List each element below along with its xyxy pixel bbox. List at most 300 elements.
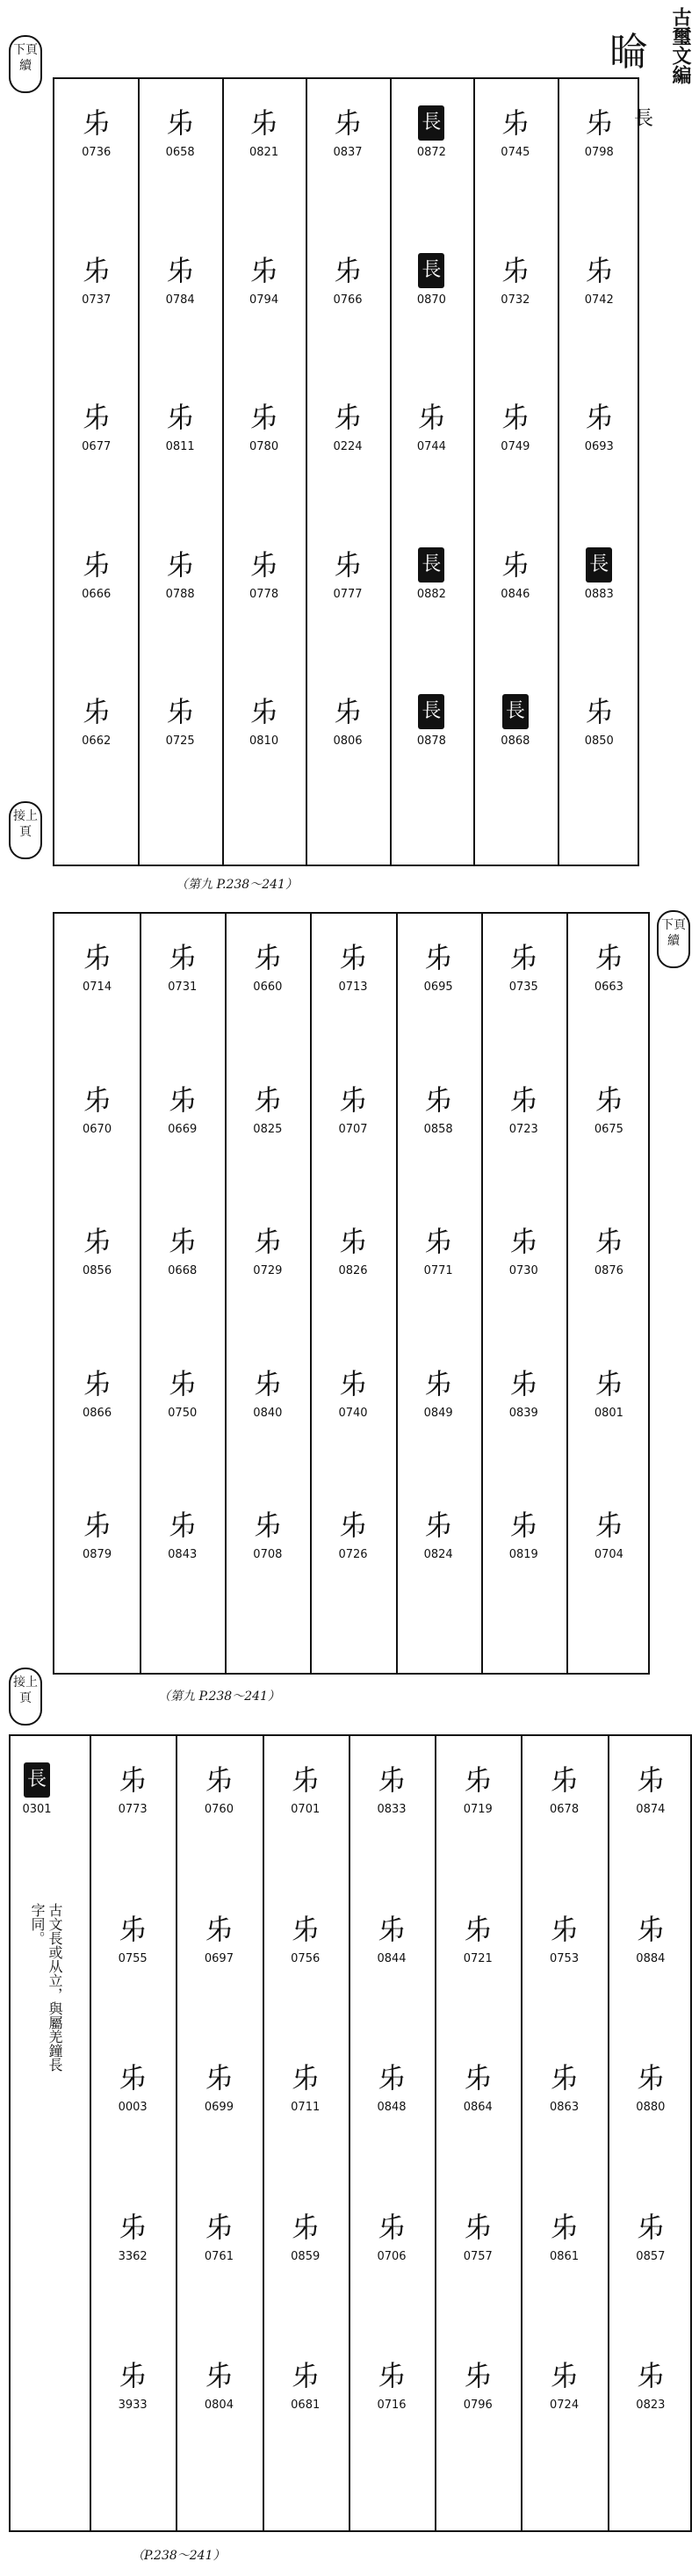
seal-number: 0850 <box>584 734 614 749</box>
seal-entry <box>263 2060 349 2114</box>
seal-glyph-icon: 長 <box>418 547 444 582</box>
seal-entry <box>225 1224 310 1277</box>
seal-glyph-icon: 𠂔 <box>464 2359 493 2393</box>
seal-entry <box>54 1082 140 1136</box>
seal-number: 0670 <box>83 1122 112 1136</box>
seal-entry <box>566 1366 652 1420</box>
seal-entry <box>481 1366 566 1420</box>
seal-glyph-icon: 𠂔 <box>424 1366 453 1400</box>
seal-glyph-icon: 𠂔 <box>82 106 111 140</box>
seal-number: 0757 <box>463 2249 493 2263</box>
seal-entry <box>138 253 221 307</box>
seal-number: 0662 <box>82 734 112 749</box>
seal-number: 0868 <box>501 734 530 749</box>
seal-entry <box>608 2060 694 2114</box>
seal-glyph-icon: 𠂔 <box>377 1912 406 1946</box>
section-3-caption: （P.238～241） <box>132 2549 226 2563</box>
seal-entry <box>473 105 557 159</box>
seal-glyph-icon: 𠂔 <box>550 2210 579 2244</box>
seal-entry <box>396 1508 481 1561</box>
section-2-panel <box>53 912 650 1675</box>
seal-entry <box>396 1366 481 1420</box>
seal-number: 0701 <box>291 1803 321 1816</box>
seal-entry <box>176 1912 262 1965</box>
seal-glyph-icon: 𠂔 <box>377 2210 406 2244</box>
seal-number: 0678 <box>550 1803 580 1816</box>
seal-entry <box>521 1912 607 1965</box>
seal-number: 0742 <box>584 293 614 307</box>
seal-entry <box>481 1082 566 1136</box>
seal-glyph-icon: 𠂔 <box>83 1225 112 1259</box>
seal-entry <box>225 1508 310 1561</box>
seal-entry <box>176 1762 262 1816</box>
seal-entry <box>263 1762 349 1816</box>
seal-number: 0825 <box>253 1122 283 1136</box>
seal-number: 0878 <box>416 734 446 749</box>
seal-glyph-icon: 𠂔 <box>509 1509 538 1543</box>
seal-number: 0666 <box>82 587 112 601</box>
seal-entry <box>473 253 557 307</box>
seal-entry <box>310 1508 395 1561</box>
seal-glyph-icon: 𠂔 <box>83 941 112 974</box>
tab-continued-2: 接上頁 <box>9 1668 42 1726</box>
seal-number: 0740 <box>338 1406 368 1420</box>
seal-number: 0695 <box>423 980 453 994</box>
seal-glyph-icon: 𠂔 <box>83 1082 112 1117</box>
seal-entry <box>306 105 389 159</box>
seal-entry <box>140 1082 225 1136</box>
seal-number: 0798 <box>584 146 614 159</box>
seal-glyph-icon: 長 <box>418 694 444 729</box>
seal-entry <box>90 2210 176 2263</box>
head-gloss: 長 <box>633 108 653 130</box>
seal-entry <box>473 400 557 453</box>
seal-glyph-icon: 𠂔 <box>166 695 195 729</box>
seal-glyph-icon: 𠂔 <box>338 1225 367 1259</box>
seal-number: 0844 <box>377 1951 407 1965</box>
seal-number: 0704 <box>594 1548 623 1562</box>
seal-number: 0858 <box>423 1122 453 1136</box>
seal-number: 0668 <box>168 1264 198 1278</box>
seal-entry <box>566 1508 652 1561</box>
seal-glyph-icon: 𠂔 <box>424 1225 453 1259</box>
seal-glyph-icon: 𠂔 <box>636 2061 665 2095</box>
seal-glyph-icon: 𠂔 <box>253 1509 282 1543</box>
seal-entry <box>140 940 225 994</box>
seal-entry <box>306 253 389 307</box>
seal-number: 3933 <box>118 2399 148 2413</box>
seal-glyph-icon: 𠂔 <box>636 1912 665 1946</box>
seal-entry <box>138 694 221 748</box>
seal-glyph-icon: 𠂔 <box>166 253 195 287</box>
seal-glyph-icon: 𠂔 <box>338 1366 367 1400</box>
seal-entry <box>54 400 138 453</box>
seal-entry <box>90 2060 176 2114</box>
seal-glyph-icon: 𠂔 <box>168 1509 197 1543</box>
seal-glyph-icon: 𠂔 <box>249 547 278 582</box>
section-1-caption: （第九 P.238～241） <box>176 878 298 892</box>
seal-entry <box>263 2358 349 2412</box>
seal-glyph-icon: 𠂔 <box>595 1366 623 1400</box>
tab-next-page-2: 下頁續 <box>657 910 690 968</box>
seal-glyph-icon: 𠂔 <box>501 106 530 140</box>
seal-glyph-icon: 𠂔 <box>417 401 446 435</box>
seal-glyph-icon: 𠂔 <box>249 106 278 140</box>
seal-glyph-icon: 𠂔 <box>550 2061 579 2095</box>
seal-entry <box>608 1762 694 1816</box>
seal-number: 0823 <box>636 2399 666 2413</box>
seal-number: 0826 <box>338 1264 368 1278</box>
seal-entry <box>566 1224 652 1277</box>
seal-number: 0693 <box>584 440 614 454</box>
seal-entry <box>473 694 557 748</box>
seal-glyph-icon: 𠂔 <box>168 1082 197 1117</box>
seal-number: 0866 <box>83 1406 112 1420</box>
seal-entry <box>481 940 566 994</box>
seal-entry <box>396 1224 481 1277</box>
seal-number: 0861 <box>550 2249 580 2263</box>
seal-number: 0663 <box>594 980 623 994</box>
seal-number: 0737 <box>82 293 112 307</box>
seal-glyph-icon: 𠂔 <box>464 1912 493 1946</box>
seal-entry <box>140 1508 225 1561</box>
seal-glyph-icon: 𠂔 <box>333 547 362 582</box>
seal-glyph-icon: 𠂔 <box>338 1509 367 1543</box>
seal-glyph-icon: 𠂔 <box>501 401 530 435</box>
seal-glyph-icon: 𠂔 <box>249 401 278 435</box>
seal-glyph-icon: 長 <box>418 105 444 141</box>
seal-entry <box>11 1762 63 1816</box>
seal-entry <box>90 1912 176 1965</box>
seal-glyph-icon: 𠂔 <box>338 1082 367 1117</box>
seal-number: 0811 <box>165 440 195 454</box>
seal-number: 0707 <box>338 1122 368 1136</box>
seal-glyph-icon: 𠂔 <box>509 1366 538 1400</box>
seal-entry <box>54 547 138 601</box>
seal-glyph-icon: 𠂔 <box>377 2359 406 2393</box>
seal-glyph-icon: 𠂔 <box>119 1763 148 1797</box>
seal-entry <box>390 547 473 601</box>
seal-number: 0744 <box>416 440 446 454</box>
seal-glyph-icon: 𠂔 <box>636 2210 665 2244</box>
seal-number: 0711 <box>291 2101 321 2115</box>
seal-number: 0677 <box>82 440 112 454</box>
seal-entry <box>176 2060 262 2114</box>
seal-number: 0784 <box>165 293 195 307</box>
seal-number: 0846 <box>501 587 530 601</box>
seal-number: 0745 <box>501 146 530 159</box>
seal-glyph-icon: 𠂔 <box>464 2210 493 2244</box>
seal-entry <box>310 1366 395 1420</box>
seal-number: 0840 <box>253 1406 283 1420</box>
seal-glyph-icon: 𠂔 <box>205 2359 234 2393</box>
seal-number: 0801 <box>594 1406 623 1420</box>
seal-entry <box>310 940 395 994</box>
seal-number: 0699 <box>204 2101 234 2115</box>
seal-glyph-icon: 𠂔 <box>509 1225 538 1259</box>
seal-glyph-icon: 𠂔 <box>377 1763 406 1797</box>
seal-number: 0716 <box>377 2399 407 2413</box>
seal-number: 0778 <box>249 587 279 601</box>
seal-entry <box>435 1912 521 1965</box>
seal-entry <box>435 2060 521 2114</box>
seal-entry <box>310 1082 395 1136</box>
seal-number: 0669 <box>168 1122 198 1136</box>
seal-number: 0735 <box>508 980 538 994</box>
seal-entry <box>396 1082 481 1136</box>
seal-glyph-icon: 𠂔 <box>166 547 195 582</box>
seal-entry <box>222 694 306 748</box>
section-3-panel <box>9 1734 692 2532</box>
seal-number: 0864 <box>463 2101 493 2115</box>
seal-glyph-icon: 𠂔 <box>291 2061 320 2095</box>
seal-entry <box>521 2060 607 2114</box>
seal-glyph-icon: 𠂔 <box>333 253 362 287</box>
seal-glyph-icon: 𠂔 <box>83 1366 112 1400</box>
seal-glyph-icon: 𠂔 <box>636 1763 665 1797</box>
seal-number: 0810 <box>249 734 279 749</box>
seal-glyph-icon: 𠂔 <box>424 1082 453 1117</box>
seal-glyph-icon: 𠂔 <box>509 941 538 974</box>
seal-glyph-icon: 𠂔 <box>585 106 614 140</box>
seal-number: 0658 <box>165 146 195 159</box>
seal-entry <box>349 2210 435 2263</box>
seal-number: 0849 <box>423 1406 453 1420</box>
seal-entry <box>435 1762 521 1816</box>
seal-glyph-icon: 𠂔 <box>550 2359 579 2393</box>
seal-glyph-icon: 𠂔 <box>424 941 453 974</box>
seal-entry <box>558 253 641 307</box>
seal-glyph-icon: 𠂔 <box>595 941 623 974</box>
seal-entry <box>310 1224 395 1277</box>
seal-glyph-icon: 𠂔 <box>338 941 367 974</box>
seal-entry <box>566 940 652 994</box>
seal-number: 0876 <box>594 1264 623 1278</box>
seal-entry <box>390 253 473 307</box>
seal-entry <box>349 1912 435 1965</box>
seal-number: 0859 <box>291 2249 321 2263</box>
seal-entry <box>558 400 641 453</box>
seal-entry <box>608 1912 694 1965</box>
seal-number: 0773 <box>118 1803 148 1816</box>
seal-glyph-icon: 𠂔 <box>249 695 278 729</box>
seal-glyph-icon: 𠂔 <box>205 2210 234 2244</box>
seal-entry <box>473 547 557 601</box>
seal-glyph-icon: 𠂔 <box>291 1912 320 1946</box>
seal-number: 0777 <box>333 587 363 601</box>
seal-entry <box>521 1762 607 1816</box>
seal-entry <box>225 1366 310 1420</box>
seal-entry <box>225 1082 310 1136</box>
head-character: 㫻 <box>609 30 648 75</box>
seal-number: 0761 <box>204 2249 234 2263</box>
seal-entry <box>263 1912 349 1965</box>
seal-glyph-icon: 𠂔 <box>333 106 362 140</box>
seal-number: 0732 <box>501 293 530 307</box>
seal-entry <box>54 694 138 748</box>
seal-entry <box>138 547 221 601</box>
seal-entry <box>54 1224 140 1277</box>
seal-number: 0697 <box>204 1951 234 1965</box>
seal-glyph-icon: 長 <box>586 547 612 582</box>
seal-glyph-icon: 長 <box>502 694 529 729</box>
seal-entry <box>481 1224 566 1277</box>
tab-continued-1: 接上頁 <box>9 801 42 859</box>
seal-number: 0804 <box>204 2399 234 2413</box>
seal-glyph-icon: 𠂔 <box>585 695 614 729</box>
seal-number: 0780 <box>249 440 279 454</box>
seal-entry <box>608 2210 694 2263</box>
seal-glyph-icon: 𠂔 <box>377 2061 406 2095</box>
seal-number: 0224 <box>333 440 363 454</box>
seal-number: 0714 <box>83 980 112 994</box>
seal-glyph-icon: 𠂔 <box>333 695 362 729</box>
tab-next-page-1: 下頁續 <box>9 35 42 93</box>
seal-number: 3362 <box>118 2249 148 2263</box>
seal-glyph-icon: 𠂔 <box>501 253 530 287</box>
seal-entry <box>138 105 221 159</box>
seal-glyph-icon: 𠂔 <box>119 2359 148 2393</box>
seal-glyph-icon: 𠂔 <box>333 401 362 435</box>
seal-number: 0874 <box>636 1803 666 1816</box>
seal-entry <box>54 1508 140 1561</box>
seal-number: 0730 <box>508 1264 538 1278</box>
seal-number: 0796 <box>463 2399 493 2413</box>
seal-entry <box>349 2358 435 2412</box>
seal-glyph-icon: 𠂔 <box>509 1082 538 1117</box>
seal-entry <box>435 2210 521 2263</box>
seal-entry <box>54 253 138 307</box>
seal-entry <box>54 940 140 994</box>
seal-glyph-icon: 𠂔 <box>291 2210 320 2244</box>
seal-glyph-icon: 𠂔 <box>168 941 197 974</box>
seal-entry <box>176 2210 262 2263</box>
seal-entry <box>558 694 641 748</box>
seal-number: 0788 <box>165 587 195 601</box>
seal-glyph-icon: 𠂔 <box>119 2210 148 2244</box>
seal-glyph-icon: 𠂔 <box>166 401 195 435</box>
seal-number: 0856 <box>83 1264 112 1278</box>
seal-glyph-icon: 𠂔 <box>83 1509 112 1543</box>
section-2-caption: （第九 P.238～241） <box>158 1690 280 1704</box>
seal-number: 0771 <box>423 1264 453 1278</box>
seal-glyph-icon: 𠂔 <box>550 1763 579 1797</box>
section-1-panel <box>53 77 639 866</box>
seal-entry <box>390 105 473 159</box>
seal-entry <box>222 547 306 601</box>
seal-glyph-icon: 𠂔 <box>168 1225 197 1259</box>
seal-entry <box>396 940 481 994</box>
seal-number: 0731 <box>168 980 198 994</box>
seal-glyph-icon: 𠂔 <box>249 253 278 287</box>
seal-number: 0753 <box>550 1951 580 1965</box>
seal-number: 0756 <box>291 1951 321 1965</box>
seal-glyph-icon: 𠂔 <box>464 2061 493 2095</box>
seal-number: 0766 <box>333 293 363 307</box>
seal-number: 0755 <box>118 1951 148 1965</box>
seal-glyph-icon: 𠂔 <box>585 401 614 435</box>
seal-glyph-icon: 𠂔 <box>166 106 195 140</box>
seal-number: 0724 <box>550 2399 580 2413</box>
seal-number: 0725 <box>165 734 195 749</box>
seal-entry <box>608 2358 694 2412</box>
seal-glyph-icon: 𠂔 <box>464 1763 493 1797</box>
seal-number: 0708 <box>253 1548 283 1562</box>
seal-entry <box>263 2210 349 2263</box>
seal-entry <box>90 1762 176 1816</box>
seal-glyph-icon: 𠂔 <box>550 1912 579 1946</box>
seal-number: 0713 <box>338 980 368 994</box>
seal-glyph-icon: 𠂔 <box>595 1509 623 1543</box>
seal-entry <box>222 400 306 453</box>
seal-number: 0837 <box>333 146 363 159</box>
seal-number: 0848 <box>377 2101 407 2115</box>
seal-number: 0726 <box>338 1548 368 1562</box>
seal-entry <box>481 1508 566 1561</box>
seal-entry <box>140 1224 225 1277</box>
seal-glyph-icon: 𠂔 <box>119 1912 148 1946</box>
seal-number: 0706 <box>377 2249 407 2263</box>
seal-entry <box>306 547 389 601</box>
seal-glyph-icon: 𠂔 <box>291 1763 320 1797</box>
seal-number: 0863 <box>550 2101 580 2115</box>
seal-entry <box>225 940 310 994</box>
seal-number: 0660 <box>253 980 283 994</box>
seal-number: 0870 <box>416 293 446 307</box>
seal-number: 0884 <box>636 1951 666 1965</box>
seal-glyph-icon: 𠂔 <box>253 1366 282 1400</box>
seal-number: 0857 <box>636 2249 666 2263</box>
seal-entry <box>558 105 641 159</box>
seal-number: 0729 <box>253 1264 283 1278</box>
seal-glyph-icon: 𠂔 <box>205 1763 234 1797</box>
seal-entry <box>222 253 306 307</box>
seal-number: 0736 <box>82 146 112 159</box>
seal-number: 0821 <box>249 146 279 159</box>
seal-number: 0882 <box>416 587 446 601</box>
seal-entry <box>306 400 389 453</box>
seal-glyph-icon: 長 <box>418 253 444 288</box>
seal-glyph-icon: 𠂔 <box>595 1082 623 1117</box>
commentary-note: 古文長或从立，與屬羌鐘長字同。 <box>29 1903 63 2072</box>
seal-entry <box>349 2060 435 2114</box>
seal-number: 0681 <box>291 2399 321 2413</box>
seal-entry <box>390 694 473 748</box>
seal-number: 0880 <box>636 2101 666 2115</box>
seal-glyph-icon: 𠂔 <box>119 2061 148 2095</box>
seal-number: 0675 <box>594 1122 623 1136</box>
seal-glyph-icon: 𠂔 <box>253 1082 282 1117</box>
seal-glyph-icon: 𠂔 <box>82 401 111 435</box>
seal-number: 0872 <box>416 146 446 159</box>
seal-number: 0839 <box>508 1406 538 1420</box>
seal-number: 0760 <box>204 1803 234 1816</box>
seal-glyph-icon: 𠂔 <box>82 253 111 287</box>
seal-glyph-icon: 𠂔 <box>585 253 614 287</box>
seal-number: 0750 <box>168 1406 198 1420</box>
seal-glyph-icon: 𠂔 <box>424 1509 453 1543</box>
seal-number: 0794 <box>249 293 279 307</box>
seal-entry <box>140 1366 225 1420</box>
seal-number: 0003 <box>118 2101 148 2115</box>
seal-number: 0719 <box>463 1803 493 1816</box>
seal-glyph-icon: 𠂔 <box>501 547 530 582</box>
seal-number: 0806 <box>333 734 363 749</box>
seal-entry <box>54 105 138 159</box>
seal-number: 0749 <box>501 440 530 454</box>
seal-glyph-icon: 𠂔 <box>82 547 111 582</box>
seal-glyph-icon: 𠂔 <box>595 1225 623 1259</box>
